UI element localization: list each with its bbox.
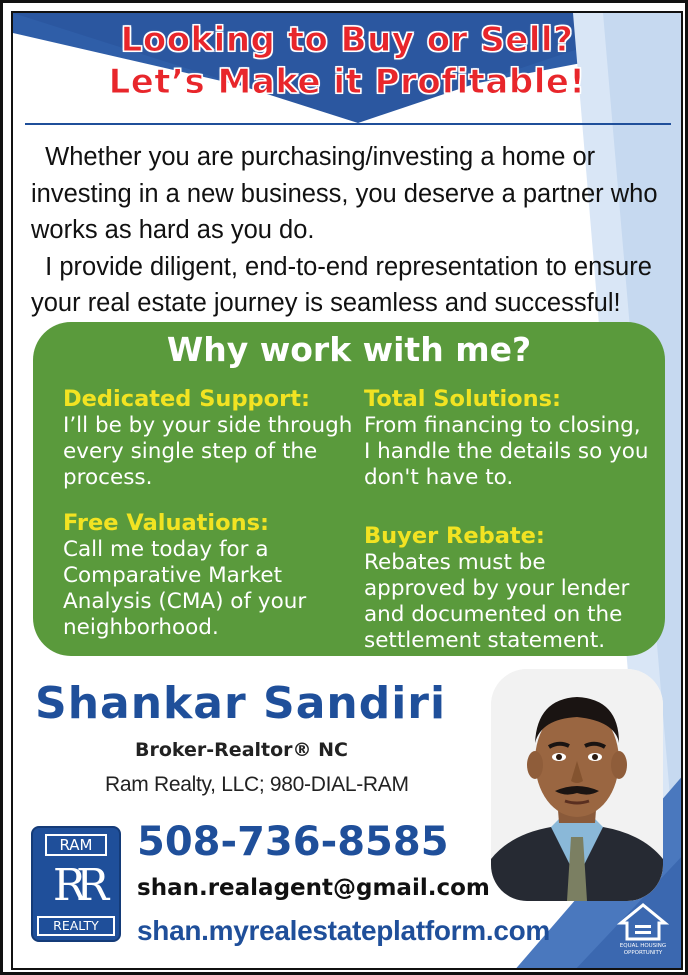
agent-phone[interactable]: 508-736-8585 <box>137 819 449 865</box>
feature-title: Dedicated Support: <box>63 386 310 412</box>
logo-bottom-text: REALTY <box>37 916 115 936</box>
feature-dedicated-support <box>63 385 363 491</box>
agent-email[interactable]: shan.realagent@gmail.com <box>137 875 490 901</box>
agent-photo <box>491 669 663 901</box>
flyer <box>11 11 683 970</box>
equal-housing-logo <box>611 901 675 963</box>
why-title: Why work with me? <box>166 330 532 369</box>
equal-housing-line-1: EQUAL HOUSING <box>619 943 667 949</box>
feature-title: Free Valuations: <box>63 510 269 536</box>
feature-body: Rebates must be approved by your lender and documented on the settlement statement. <box>364 550 630 653</box>
feature-buyer-rebate <box>364 522 654 654</box>
equal-housing-line-2: OPPORTUNITY <box>623 950 663 956</box>
headline <box>13 19 681 103</box>
feature-title: Total Solutions: <box>364 386 562 412</box>
intro-paragraph-1: Whether you are purchasing/investing a home or investing in a new business, you deserve a partner who works as hard as you do. <box>31 143 665 244</box>
feature-body: From financing to closing, I handle the details so you don't have to. <box>364 413 649 490</box>
equal-housing-text <box>611 943 675 957</box>
agent-website[interactable]: shan.myrealestateplatform.com <box>137 915 551 946</box>
agent-portrait-icon <box>491 669 663 901</box>
logo-top-text: RAM <box>45 834 107 856</box>
intro-paragraph-2: I provide diligent, end-to-end representation to ensure your real estate journey is seamless and successful! <box>31 252 659 317</box>
agent-title: Broker-Realtor® NC <box>135 739 348 761</box>
intro-text <box>31 139 681 322</box>
equal-housing-icon <box>611 901 675 943</box>
feature-title: Buyer Rebate: <box>364 523 545 549</box>
feature-body: I’ll be by your side through every single step of the process. <box>63 413 353 490</box>
agent-name: Shankar Sandiri <box>35 678 447 729</box>
agent-company: Ram Realty, LLC; 980-DIAL-RAM <box>105 773 409 796</box>
divider <box>25 123 671 125</box>
feature-free-valuations <box>63 509 353 641</box>
ram-realty-logo <box>31 826 121 942</box>
feature-body: Call me today for a Comparative Market Analysis (CMA) of your neighborhood. <box>63 537 307 640</box>
headline-line-2: Let’s Make it Profitable! <box>108 62 586 102</box>
feature-total-solutions <box>364 385 649 491</box>
headline-line-1: Looking to Buy or Sell? <box>120 20 574 60</box>
why-work-with-me-panel <box>33 322 665 656</box>
logo-mark: RR <box>52 860 100 911</box>
